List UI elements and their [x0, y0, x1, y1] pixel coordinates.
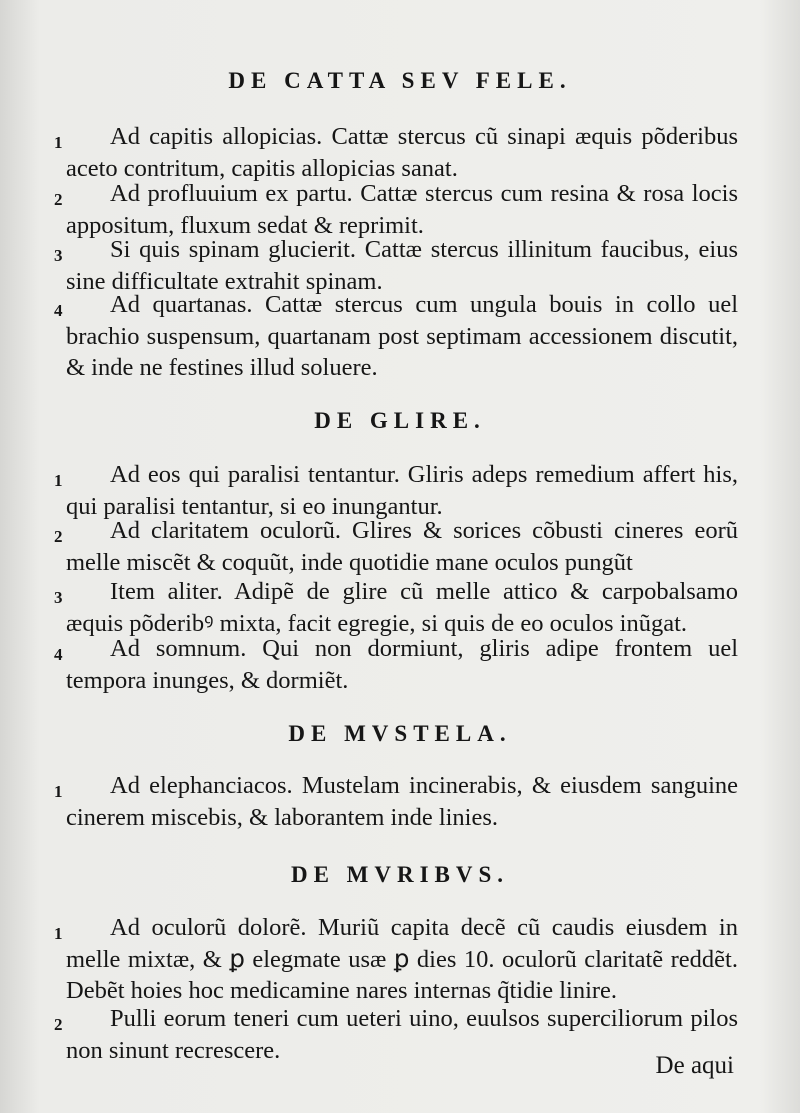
entry [54, 633, 738, 696]
entry-number: 2 [54, 527, 63, 546]
catchword: De aqui [655, 1052, 734, 1079]
entry-number: 2 [54, 1015, 63, 1034]
entry-text: Ad elephanciacos. Mustelam incinerabis, & eiusdem sanguine cinerem miscebis, & laborantem inde linies. [66, 772, 738, 831]
entry-number: 4 [54, 645, 63, 664]
entry-text: Ad quartanas. Cattæ stercus cum ungula bouis in collo uel brachio suspensum, quartanam post septimam accessionem discutit, & inde ne festines illud soluere. [66, 291, 738, 381]
entry [54, 121, 738, 184]
entry-number: 1 [54, 924, 63, 943]
entry-number: 1 [54, 471, 63, 490]
entry [54, 178, 738, 241]
entry-text: Item aliter. Adipẽ de glire cũ melle attico & carpobalsamo æquis põderibꝰ mixta, facit egregie, si quis de eo oculos inũgat. [66, 578, 738, 637]
entry [54, 912, 738, 1007]
entry [54, 1003, 738, 1066]
entry [54, 459, 738, 522]
entry-text: Pulli eorum teneri cum ueteri uino, euulsos superciliorum pilos non sinunt recrescere. [66, 1005, 738, 1064]
section-heading: DE MVRIBVS. [290, 862, 510, 887]
entry-number: 3 [54, 246, 63, 265]
section-heading: DE CATTA SEV FELE. [228, 68, 572, 93]
section-heading: DE MVSTELA. [288, 721, 512, 746]
entry [54, 770, 738, 833]
entry-text: Ad claritatem oculorũ. Glires & sorices cõbusti cineres eorũ melle miscẽt & coquũt, inde quotidie mane oculos pungũt [66, 517, 738, 576]
entry-number: 2 [54, 190, 63, 209]
entry [54, 234, 738, 297]
section-heading: DE GLIRE. [314, 408, 486, 433]
entry-text: Ad somnum. Qui non dormiunt, gliris adipe frontem uel tempora inunges, & dormiẽt. [66, 635, 738, 694]
entry-text: Ad profluuium ex partu. Cattæ stercus cum resina & rosa locis appositum, fluxum sedat & reprimit. [66, 180, 738, 239]
entry [54, 576, 738, 639]
entry-text: Si quis spinam glucierit. Cattæ stercus illinitum faucibus, eius sine difficultate extrahit spinam. [66, 236, 738, 295]
entry-text: Ad eos qui paralisi tentantur. Gliris adeps remedium affert his, qui paralisi tentantur, si eo inungantur. [66, 461, 738, 520]
entry-number: 1 [54, 133, 63, 152]
entry-text: Ad capitis allopicias. Cattæ stercus cũ sinapi æquis põderibus aceto contritum, capitis allopicias sanat. [66, 123, 738, 182]
entry-number: 1 [54, 782, 63, 801]
entry [54, 289, 738, 384]
entry-number: 4 [54, 301, 63, 320]
entry [54, 515, 738, 578]
entry-text: Ad oculorũ dolorẽ. Muriũ capita decẽ cũ caudis eiusdem in melle mixtæ, & ꝑ elegmate usæ ꝑ dies 10. oculorũ claritatẽ reddẽt. Debẽt hoies hoc medicamine nares internas q̃tidie linire. [66, 914, 738, 1004]
entry-number: 3 [54, 588, 63, 607]
